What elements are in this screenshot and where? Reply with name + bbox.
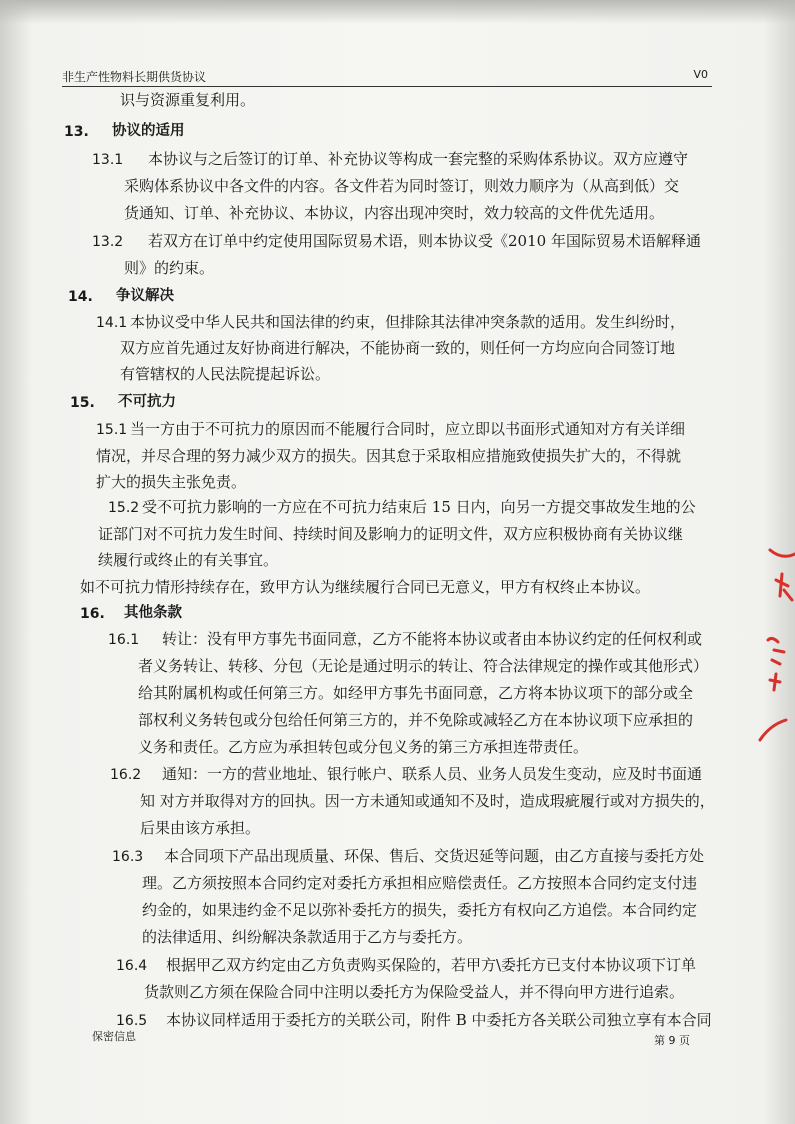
body-line: 扩大的损失主张免责。 (96, 473, 247, 491)
footer-confidential: 保密信息 (92, 1030, 136, 1043)
section-number: 13. (64, 124, 89, 140)
body-line: 知 对方并取得对方的回执。因一方未通知或通知不及时，造成瑕疵履行或对方损失的， (140, 792, 715, 810)
section-number: 16. (80, 606, 105, 622)
clause-number: 14.1 (96, 315, 128, 331)
section-title: 其他条款 (124, 605, 182, 621)
section-title: 争议解决 (116, 288, 174, 304)
scan-shadow (0, 0, 795, 24)
body-line: 本协议受中华人民共和国法律的约束，但排除其法律冲突条款的适用。发生纠纷时， (130, 313, 686, 331)
body-line: 本协议与之后签订的订单、补充协议等构成一套完整的采购体系协议。双方应遵守 (148, 150, 689, 168)
section-title: 不可抗力 (118, 394, 176, 410)
clause-number: 16.1 (108, 632, 140, 648)
body-line: 后果由该方承担。 (140, 819, 261, 837)
footer-page-number: 第 9 页 (654, 1034, 690, 1047)
header-title: 非生产性物料长期供货协议 (62, 70, 207, 84)
body-line: 根据甲乙双方约定由乙方负责购买保险的，若甲方\委托方已支付本协议项下订单 (166, 956, 697, 974)
body-line: 货款则乙方须在保险合同中注明以委托方为保险受益人，并不得向甲方进行追索。 (144, 983, 685, 1001)
body-line: 则》的约束。 (124, 259, 215, 277)
body-line: 受不可抗力影响的一方应在不可抗力结束后 15 日内，向另一方提交事故发生地的公 (142, 498, 696, 516)
section-title: 协议的适用 (112, 123, 185, 139)
body-line: 识与资源重复利用。 (120, 91, 256, 109)
section-number: 15. (70, 395, 95, 411)
clause-number: 16.4 (116, 958, 148, 974)
body-line: 有管辖权的人民法院提起诉讼。 (120, 365, 331, 383)
clause-number: 16.3 (112, 849, 144, 865)
body-line: 双方应首先通过友好协商进行解决，不能协商一致的，则任何一方均应向合同签订地 (120, 339, 676, 357)
body-line: 续履行或终止的有关事宜。 (98, 551, 279, 569)
clause-number: 15.1 (96, 422, 128, 438)
clause-number: 15.2 (108, 500, 140, 516)
clause-number: 16.5 (116, 1013, 148, 1029)
body-line: 约金的，如果违约金不足以弥补委托方的损失，委托方有权向乙方追偿。本合同约定 (142, 901, 698, 919)
clause-number: 16.2 (110, 767, 142, 783)
section-number: 14. (68, 289, 93, 305)
body-line: 证部门对不可抗力发生时间、持续时间及影响力的证明文件，双方应积极协商有关协议继 (98, 525, 684, 543)
body-line: 本合同项下产品出现质量、环保、售后、交货迟延等问题，由乙方直接与委托方处 (164, 847, 705, 865)
body-line: 如不可抗力情形持续存在，致甲方认为继续履行合同已无意义，甲方有权终止本协议。 (80, 578, 651, 596)
body-line: 义务和责任。乙方应为承担转包或分包义务的第三方承担连带责任。 (138, 738, 589, 756)
body-line: 转让：没有甲方事先书面同意，乙方不能将本协议或者由本协议约定的任何权利或 (162, 630, 703, 648)
body-line: 给其附属机构或任何第三方。如经甲方事先书面同意，乙方将本协议项下的部分或全 (138, 684, 694, 702)
body-line: 情况，并尽合理的努力减少双方的损失。因其怠于采取相应措施致使损失扩大的，不得就 (96, 447, 682, 465)
body-line: 若双方在订单中约定使用国际贸易术语，则本协议受《2010 年国际贸易术语解释通 (148, 232, 701, 250)
body-line: 通知：一方的营业地址、银行帐户、联系人员、业务人员发生变动，应及时书面通 (162, 765, 703, 783)
body-line: 部权利义务转包或分包给任何第三方的，并不免除或减轻乙方在本协议项下应承担的 (138, 711, 694, 729)
clause-number: 13.2 (92, 234, 124, 250)
body-line: 采购体系协议中各文件的内容。各文件若为同时签订，则效力顺序为（从高到低）交 (124, 177, 680, 195)
clause-number: 13.1 (92, 152, 124, 168)
body-line: 者义务转让、转移、分包（无论是通过明示的转让、符合法律规定的操作或其他形式） (138, 657, 709, 675)
page-header (62, 64, 712, 87)
body-line: 货通知、订单、补充协议、本协议，内容出现冲突时，效力较高的文件优先适用。 (124, 204, 665, 222)
seal-stamp (740, 540, 795, 750)
header-version: V0 (693, 68, 708, 81)
body-line: 理。乙方须按照本合同约定对委托方承担相应赔偿责任。乙方按照本合同约定支付违 (142, 874, 698, 892)
body-line: 本协议同样适用于委托方的关联公司，附件 B 中委托方各关联公司独立享有本合同 (166, 1011, 712, 1029)
body-line: 当一方由于不可抗力的原因而不能履行合同时，应立即以书面形式通知对方有关详细 (130, 420, 686, 438)
body-line: 的法律适用、纠纷解决条款适用于乙方与委托方。 (142, 928, 473, 946)
